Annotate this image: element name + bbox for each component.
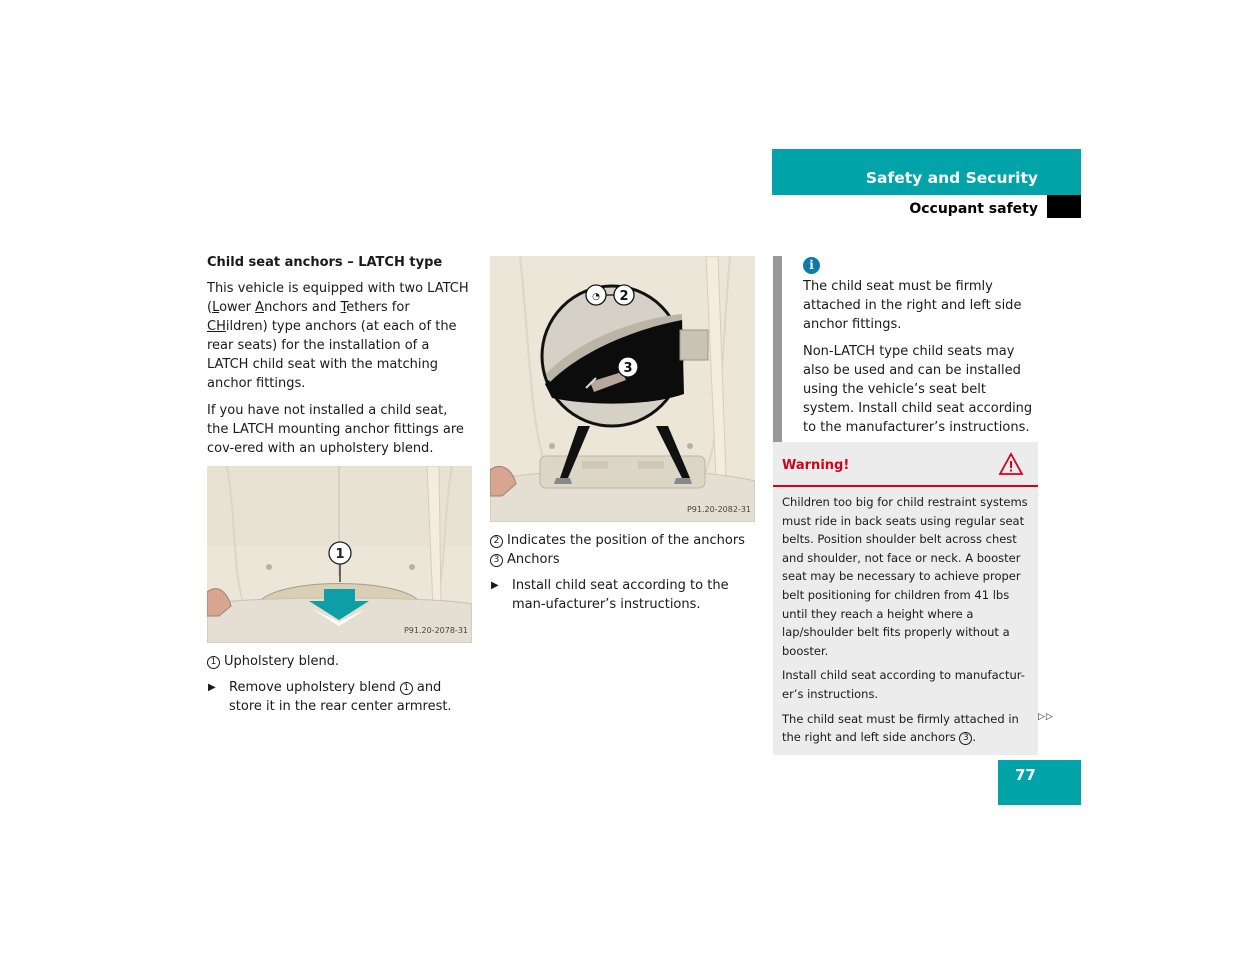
warning-paragraph: Install child seat according to manufactur-er’s instructions.: [782, 668, 1025, 701]
subsection-title: Occupant safety: [909, 201, 1038, 217]
callout-1: 1: [335, 547, 345, 562]
arrow-bullet-icon: ▶: [208, 682, 216, 693]
legend-item: 1 Upholstery blend.: [207, 652, 472, 671]
warning-box: [773, 442, 1038, 755]
instruction-step: ▶ Install child seat according to the man-ufacturer’s instructions.: [491, 578, 729, 612]
continued-arrow-icon: ▷▷: [1038, 712, 1054, 722]
rear-seat-illustration: [207, 466, 472, 643]
arrow-bullet-icon: ▶: [491, 580, 499, 591]
subsection-marker: [1047, 195, 1081, 218]
article-heading: Child seat anchors – LATCH type: [207, 255, 443, 270]
info-note: [773, 256, 1038, 443]
cover-paragraph: If you have not installed a child seat, the LATCH mounting anchor fittings are cov-ered with an upholstery blend.: [207, 403, 464, 456]
svg-text:◔: ◔: [592, 292, 600, 302]
anchor-location-illustration: [490, 256, 755, 522]
warning-triangle-icon: [998, 452, 1024, 476]
instruction-step: ▶ Remove upholstery blend 1 and store it in the rear center armrest.: [208, 680, 452, 714]
callout-number: 1: [207, 656, 220, 669]
info-paragraph: The child seat must be firmly attached in the right and left side anchor fittings.: [803, 279, 1022, 332]
legend-item: 3 Anchors: [490, 550, 756, 569]
callout-number: 2: [490, 535, 503, 548]
info-icon: i: [803, 257, 820, 274]
callout-3: 3: [623, 361, 633, 376]
warning-body: [773, 487, 1038, 747]
callout-number: 3: [490, 554, 503, 567]
anchor-figure: [490, 256, 755, 522]
column-right: [773, 256, 1038, 745]
section-title: Safety and Security: [865, 169, 1038, 187]
callout-number: 1: [400, 682, 413, 695]
section-header-band: [772, 149, 1081, 195]
page-number: 77: [1015, 766, 1036, 784]
column-middle: [490, 256, 756, 614]
callout-number: 3: [959, 732, 972, 745]
figure-code: P91.20-2078-31: [403, 626, 468, 635]
page-number-box: [998, 760, 1081, 805]
intro-paragraph: This vehicle is equipped with two LATCH (Lower Anchors and Tethers for CHildren) type anchors (at each of the rear seats) for the installation of a LATCH child seat with the matching anchor fittings.: [207, 281, 469, 391]
warning-label: Warning!: [782, 458, 850, 473]
info-paragraph: Non-LATCH type child seats may also be used and can be installed using the vehicle’s seat belt system. Install child seat according to the manufacturer’s instructions.: [803, 344, 1033, 435]
legend-item: 2 Indicates the position of the anchors: [490, 531, 756, 550]
subsection-header: [772, 195, 1081, 218]
warning-paragraph: The child seat must be firmly attached in the right and left side anchors 3 .: [782, 711, 1019, 745]
callout-2: 2: [619, 289, 629, 304]
column-left: [207, 253, 472, 716]
upholstery-blend-figure: [207, 466, 472, 643]
warning-paragraph: Children too big for child restraint systems must ride in back seats using regular seat belts. Position shoulder belt across chest and shoulder, not face or neck. A booster seat may be necessary to achieve proper belt positioning for children from 41 lbs until they reach a height where a lap/shoulder belt fits properly without a booster.: [782, 495, 1028, 658]
figure-code: P91.20-2082-31: [686, 505, 751, 514]
warning-header: [773, 442, 1038, 487]
